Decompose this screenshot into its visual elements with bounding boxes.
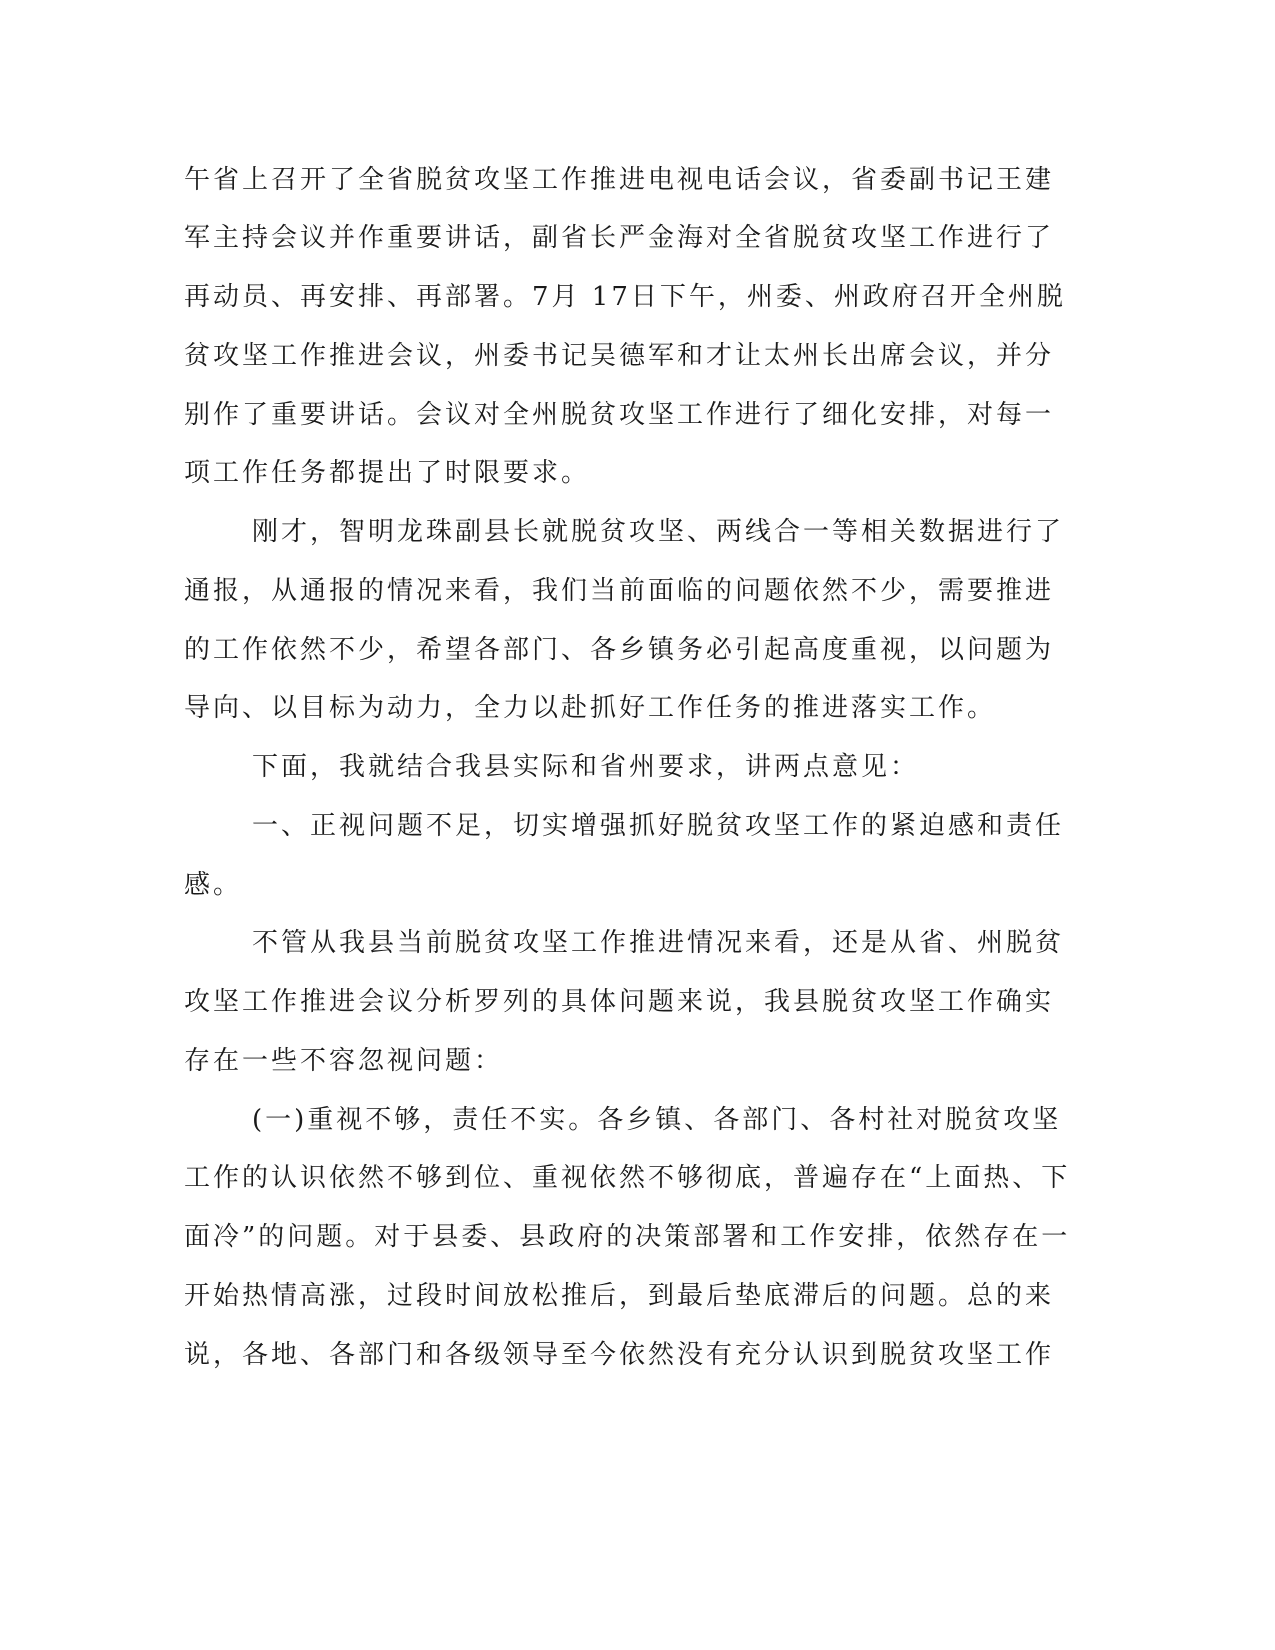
text-line: 贫攻坚工作推进会议，州委书记吴德军和才让太州长出席会议，并分 bbox=[184, 341, 1055, 371]
text-line: 开始热情高涨，过段时间放松推后，到最后垫底滞后的问题。总的来 bbox=[184, 1281, 1055, 1311]
text-line: 军主持会议并作重要讲话，副省长严金海对全省脱贫攻坚工作进行了 bbox=[184, 223, 1055, 253]
text-line: 面冷”的问题。对于县委、县政府的决策部署和工作安排，依然存在一 bbox=[184, 1222, 1071, 1252]
text-line: 别作了重要讲话。会议对全州脱贫攻坚工作进行了细化安排，对每一 bbox=[184, 400, 1055, 430]
text-line: 工作的认识依然不够到位、重视依然不够彻底，普遍存在“上面热、下 bbox=[184, 1163, 1071, 1193]
text-line: 午省上召开了全省脱贫攻坚工作推进电视电话会议，省委副书记王建 bbox=[184, 165, 1055, 195]
text-line: 再动员、再安排、再部署。7月 17日下午，州委、州政府召开全州脱 bbox=[184, 282, 1066, 312]
text-line: 的工作依然不少，希望各部门、各乡镇务必引起高度重视，以问题为 bbox=[184, 635, 1055, 665]
text-line: 通报，从通报的情况来看，我们当前面临的问题依然不少，需要推进 bbox=[184, 576, 1055, 606]
paragraph-first-line: (一)重视不够，责任不实。各乡镇、各部门、各村社对脱贫攻坚 bbox=[252, 1105, 1062, 1135]
paragraph-first-line: 下面，我就结合我县实际和省州要求，讲两点意见： bbox=[252, 752, 920, 782]
paragraph-first-line: 不管从我县当前脱贫攻坚工作推进情况来看，还是从省、州脱贫 bbox=[252, 928, 1065, 958]
text-line: 攻坚工作推进会议分析罗列的具体问题来说，我县脱贫攻坚工作确实 bbox=[184, 987, 1055, 1017]
text-line: 说，各地、各部门和各级领导至今依然没有充分认识到脱贫攻坚工作 bbox=[184, 1340, 1055, 1370]
text-line: 存在一些不容忽视问题： bbox=[184, 1046, 504, 1076]
section-heading-line: 感。 bbox=[184, 870, 243, 900]
section-heading-line: 一、正视问题不足，切实增强抓好脱贫攻坚工作的紧迫感和责任 bbox=[252, 811, 1065, 841]
text-line: 项工作任务都提出了时限要求。 bbox=[184, 458, 591, 488]
paragraph-first-line: 刚才，智明龙珠副县长就脱贫攻坚、两线合一等相关数据进行了 bbox=[252, 517, 1065, 547]
text-line: 导向、以目标为动力，全力以赴抓好工作任务的推进落实工作。 bbox=[184, 693, 997, 723]
